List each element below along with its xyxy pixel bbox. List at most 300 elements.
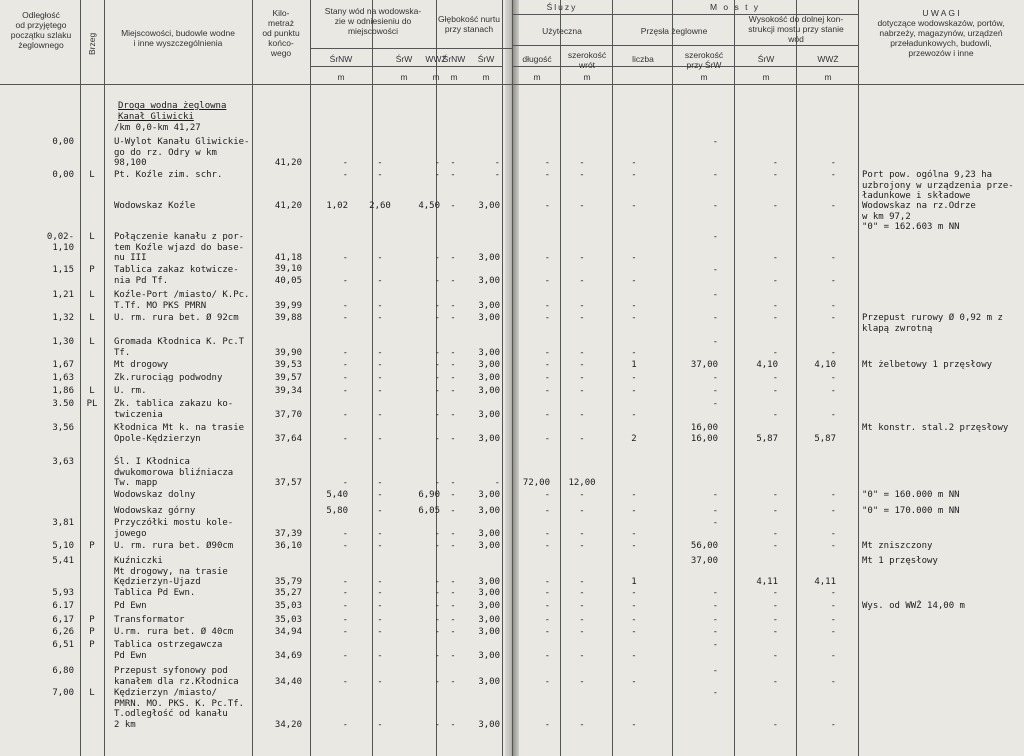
cell-wid: - bbox=[579, 676, 585, 687]
cell-srnw: - bbox=[342, 386, 348, 396]
cell-name: Gromada Kłodnica K. Pc.T Tf. bbox=[114, 337, 245, 358]
cell-km: 34,40 bbox=[274, 676, 302, 687]
cell-dist: 3.50 bbox=[52, 399, 74, 409]
cell-wid: - bbox=[579, 433, 585, 444]
header-sub-wwz: WWŻ bbox=[425, 54, 447, 64]
cell-srnw: - bbox=[342, 158, 348, 168]
cell-wwz: - bbox=[434, 601, 440, 611]
header-col-km: Kilo- metraż od punktu końco- wego bbox=[262, 8, 300, 58]
cell-sw: - bbox=[712, 337, 718, 347]
header-col-bank: Brzeg bbox=[87, 32, 97, 55]
cell-dsrnw: - bbox=[450, 490, 456, 500]
cell-sw: - bbox=[712, 265, 718, 275]
cell-dsrnw: - bbox=[450, 601, 456, 611]
cell-srnw: - bbox=[342, 588, 348, 598]
cell-rem: Wodowskaz na rz.Odrze w km 97,2 "0" = 162.603 m NN bbox=[862, 201, 976, 232]
cell-cnt: 1 bbox=[631, 360, 637, 370]
cell-cnt: - bbox=[631, 170, 637, 180]
cell-wid: - bbox=[579, 615, 585, 625]
cell-hsrw: - bbox=[772, 627, 778, 637]
cell-name: U. rm. rura bet. Ø90cm bbox=[114, 541, 234, 551]
cell-km: 34,20 bbox=[274, 719, 302, 730]
header-sub-h-srw: ŚrW bbox=[757, 54, 775, 64]
cell-km: 37,70 bbox=[274, 409, 302, 420]
cell-dsrnw: - bbox=[450, 275, 456, 286]
cell-km: 35,79 bbox=[274, 577, 302, 587]
cell-srnw: - bbox=[342, 650, 348, 661]
cell-wwz: - bbox=[434, 627, 440, 637]
cell-wwz: - bbox=[434, 588, 440, 598]
cell-len: - bbox=[544, 313, 550, 323]
cell-srw: - bbox=[377, 490, 383, 500]
cell-hwwz: - bbox=[830, 528, 836, 539]
cell-dsrnw: - bbox=[450, 676, 456, 687]
cell-cnt: - bbox=[631, 373, 637, 383]
cell-km: 34,69 bbox=[274, 650, 302, 661]
cell-name: Tablica Pd Ewn. bbox=[114, 588, 196, 598]
cell-srnw: 5,40 bbox=[326, 490, 348, 500]
cell-name: Pd Ewn bbox=[114, 601, 147, 611]
cell-name: Śl. I Kłodnica dwukomorowa bliźniacza Tw. mapp bbox=[114, 457, 234, 488]
header-grp-depth: Głębokość nurtu przy stanach bbox=[438, 14, 500, 34]
cell-rem: Mt 1 przęsłowy bbox=[862, 556, 938, 566]
column-rule bbox=[512, 0, 513, 756]
cell-hsrw: 5,87 bbox=[756, 433, 778, 444]
cell-wwz: - bbox=[434, 541, 440, 551]
column-rule bbox=[80, 0, 81, 756]
cell-bank: PL bbox=[86, 399, 98, 409]
cell-dsrnw: - bbox=[450, 347, 456, 358]
cell-wwz: - bbox=[434, 478, 440, 488]
cell-dsrnw: - bbox=[450, 577, 456, 587]
cell-hwwz: - bbox=[830, 386, 836, 396]
cell-name: Przepust syfonowy pod kanałem dla rz.Kłodnica bbox=[114, 666, 239, 687]
cell-rem: Mt żelbetowy 1 przęsłowy bbox=[862, 360, 993, 370]
cell-hsrw: - bbox=[772, 409, 778, 420]
header-sub-d-srw: ŚrW bbox=[477, 54, 495, 64]
cell-len: 72,00 bbox=[522, 478, 550, 488]
cell-srnw: - bbox=[342, 615, 348, 625]
cell-cnt: - bbox=[631, 313, 637, 323]
cell-wid: - bbox=[579, 409, 585, 420]
cell-wwz: - bbox=[434, 275, 440, 286]
cell-cnt: - bbox=[631, 158, 637, 168]
cell-hsrw: - bbox=[772, 650, 778, 661]
cell-dist: 6,80 bbox=[52, 666, 74, 676]
cell-hsrw: - bbox=[772, 601, 778, 611]
cell-srnw: - bbox=[342, 577, 348, 587]
cell-dist: 6,17 bbox=[52, 615, 74, 625]
cell-wid: - bbox=[579, 541, 585, 551]
cell-dsrw: 3,00 bbox=[478, 528, 500, 539]
cell-wwz: - bbox=[434, 360, 440, 370]
header-col-distance: Odległość od przyjętego początku szlaku żeglownego bbox=[10, 10, 72, 50]
cell-hsrw: - bbox=[772, 170, 778, 180]
cell-srw: - bbox=[377, 158, 383, 168]
cell-srnw: - bbox=[342, 528, 348, 539]
cell-wid: - bbox=[579, 601, 585, 611]
cell-hwwz: 5,87 bbox=[814, 433, 836, 444]
row-rule bbox=[310, 48, 512, 49]
cell-name: Wodowskaz górny bbox=[114, 506, 196, 516]
cell-wid: - bbox=[579, 577, 585, 587]
cell-len: - bbox=[544, 409, 550, 420]
cell-km: 41,20 bbox=[274, 158, 302, 168]
cell-dsrw: 3,00 bbox=[478, 433, 500, 444]
cell-sw: - bbox=[712, 137, 718, 147]
unit-label: m bbox=[533, 72, 541, 82]
cell-srw: - bbox=[377, 528, 383, 539]
cell-name: Tablica zakaz kotwicze- nia Pd Tf. bbox=[114, 265, 239, 286]
cell-dsrw: 3,00 bbox=[478, 409, 500, 420]
cell-srw: - bbox=[377, 300, 383, 311]
cell-dsrnw: - bbox=[450, 588, 456, 598]
cell-sw: 37,00 bbox=[690, 556, 718, 566]
cell-name: Pt. Koźle zim. schr. bbox=[114, 170, 223, 180]
cell-wwz: - bbox=[434, 253, 440, 263]
cell-cnt: - bbox=[631, 588, 637, 598]
cell-hwwz: - bbox=[830, 541, 836, 551]
cell-len: - bbox=[544, 541, 550, 551]
cell-len: - bbox=[544, 373, 550, 383]
cell-km: 35,03 bbox=[274, 615, 302, 625]
cell-len: - bbox=[544, 627, 550, 637]
cell-wwz: - bbox=[434, 373, 440, 383]
cell-wwz: - bbox=[434, 170, 440, 180]
cell-srnw: 1,02 bbox=[326, 201, 348, 211]
header-sub-width: szerokość wrót bbox=[567, 50, 607, 70]
cell-wwz: - bbox=[434, 615, 440, 625]
cell-srnw: - bbox=[342, 719, 348, 730]
cell-len: - bbox=[544, 300, 550, 311]
cell-srnw: - bbox=[342, 409, 348, 420]
cell-dist: 0,02- 1,10 bbox=[46, 232, 74, 253]
cell-dsrnw: - bbox=[450, 528, 456, 539]
cell-hsrw: - bbox=[772, 373, 778, 383]
cell-dsrnw: - bbox=[450, 300, 456, 311]
cell-hsrw: - bbox=[772, 490, 778, 500]
cell-dist: 6,51 bbox=[52, 640, 74, 650]
cell-hsrw: 4,10 bbox=[756, 360, 778, 370]
cell-len: - bbox=[544, 650, 550, 661]
cell-srnw: - bbox=[342, 601, 348, 611]
cell-km: 41,20 bbox=[274, 201, 302, 211]
unit-label: m bbox=[450, 72, 458, 82]
cell-srw: - bbox=[377, 615, 383, 625]
cell-dsrnw: - bbox=[450, 719, 456, 730]
section-title: Droga wodna żeglowna bbox=[118, 101, 227, 111]
cell-hwwz: - bbox=[830, 373, 836, 383]
column-rule bbox=[560, 0, 561, 756]
cell-dist: 7,00 bbox=[52, 688, 74, 698]
cell-wwz: - bbox=[434, 719, 440, 730]
cell-name: Zk. tablica zakazu ko- twiczenia bbox=[114, 399, 234, 420]
row-rule bbox=[612, 45, 858, 46]
cell-dsrnw: - bbox=[450, 170, 456, 180]
cell-hwwz: - bbox=[830, 201, 836, 211]
cell-bank: L bbox=[89, 337, 95, 347]
cell-hsrw: - bbox=[772, 253, 778, 263]
cell-wid: - bbox=[579, 170, 585, 180]
cell-srw: - bbox=[377, 313, 383, 323]
cell-dsrnw: - bbox=[450, 433, 456, 444]
cell-wwz: - bbox=[434, 386, 440, 396]
cell-cnt: - bbox=[631, 275, 637, 286]
column-rule bbox=[502, 0, 503, 756]
cell-hwwz: - bbox=[830, 158, 836, 168]
cell-dsrw: 3,00 bbox=[478, 506, 500, 516]
cell-len: - bbox=[544, 275, 550, 286]
cell-wid: - bbox=[579, 373, 585, 383]
row-rule bbox=[0, 84, 1024, 85]
cell-wwz: 6,90 bbox=[418, 490, 440, 500]
cell-km: 37,39 bbox=[274, 528, 302, 539]
cell-hwwz: 4,10 bbox=[814, 360, 836, 370]
cell-dist: 0,00 bbox=[52, 170, 74, 180]
cell-name: Koźle-Port /miasto/ K.Pc. T.Tf. MO PKS PMRN bbox=[114, 290, 250, 311]
cell-hsrw: - bbox=[772, 676, 778, 687]
cell-km: 36,10 bbox=[274, 541, 302, 551]
cell-srnw: - bbox=[342, 676, 348, 687]
cell-sw: - bbox=[712, 615, 718, 625]
header-sub-d-srnw: ŚrNW bbox=[442, 54, 466, 64]
cell-cnt: - bbox=[631, 506, 637, 516]
cell-sw: - bbox=[712, 170, 718, 180]
cell-km: 37,57 bbox=[274, 478, 302, 488]
cell-rem: Mt zniszczony bbox=[862, 541, 933, 551]
cell-srw: - bbox=[377, 253, 383, 263]
unit-label: m bbox=[583, 72, 591, 82]
cell-dsrnw: - bbox=[450, 506, 456, 516]
cell-dist: 3,81 bbox=[52, 518, 74, 528]
cell-wwz: 6,05 bbox=[418, 506, 440, 516]
cell-wid: - bbox=[579, 588, 585, 598]
cell-name: U-Wylot Kanału Gliwickie- go do rz. Odry w km 98,100 bbox=[114, 137, 250, 168]
cell-bank: L bbox=[89, 313, 95, 323]
cell-dsrnw: - bbox=[450, 386, 456, 396]
cell-hwwz: - bbox=[830, 490, 836, 500]
header-grp-water: Stany wód na wodowska- zie w odniesieniu do miejscowości bbox=[324, 6, 422, 36]
row-rule bbox=[512, 45, 612, 46]
cell-dsrnw: - bbox=[450, 313, 456, 323]
cell-sw: - bbox=[712, 232, 718, 242]
header-grp-span: Przęsła żeglowne bbox=[640, 26, 708, 36]
cell-srw: - bbox=[377, 676, 383, 687]
column-rule bbox=[104, 0, 105, 756]
cell-srw: - bbox=[377, 170, 383, 180]
cell-sw: - bbox=[712, 506, 718, 516]
cell-hwwz: - bbox=[830, 313, 836, 323]
header-sub-length: długość bbox=[522, 54, 552, 64]
cell-hsrw: - bbox=[772, 541, 778, 551]
cell-wwz: - bbox=[434, 158, 440, 168]
cell-dist: 0,00 bbox=[52, 137, 74, 147]
cell-wid: - bbox=[579, 650, 585, 661]
cell-dsrw: 3,00 bbox=[478, 577, 500, 587]
cell-dist: 1,86 bbox=[52, 386, 74, 396]
cell-wid: - bbox=[579, 719, 585, 730]
cell-hwwz: - bbox=[830, 253, 836, 263]
cell-cnt: - bbox=[631, 386, 637, 396]
cell-sw: 56,00 bbox=[690, 541, 718, 551]
cell-dsrw: 3,00 bbox=[478, 360, 500, 370]
cell-wid: - bbox=[579, 253, 585, 263]
cell-srnw: - bbox=[342, 170, 348, 180]
header-sub-count: liczba bbox=[632, 54, 654, 64]
cell-km: 39,57 bbox=[274, 373, 302, 383]
cell-hwwz: - bbox=[830, 627, 836, 637]
cell-bank: L bbox=[89, 170, 95, 180]
cell-dsrnw: - bbox=[450, 253, 456, 263]
cell-dsrnw: - bbox=[450, 201, 456, 211]
cell-srw: - bbox=[377, 650, 383, 661]
cell-hsrw: - bbox=[772, 313, 778, 323]
cell-cnt: - bbox=[631, 253, 637, 263]
cell-sw: 37,00 bbox=[690, 360, 718, 370]
cell-km: 41,18 39,10 bbox=[274, 253, 302, 274]
cell-srw: - bbox=[377, 506, 383, 516]
cell-srw: - bbox=[377, 719, 383, 730]
cell-name: U. rm. rura bet. Ø 92cm bbox=[114, 313, 239, 323]
cell-cnt: - bbox=[631, 347, 637, 358]
cell-hsrw: - bbox=[772, 615, 778, 625]
cell-sw: - bbox=[712, 201, 718, 211]
cell-dsrw: 3,00 bbox=[478, 601, 500, 611]
cell-dsrnw: - bbox=[450, 627, 456, 637]
cell-hwwz: - bbox=[830, 170, 836, 180]
cell-km: 39,53 bbox=[274, 360, 302, 370]
header-grp-remarks: U W A G I dotyczące wodowskazów, portów, nabrzeży, magazynów, urządzeń przeładunkowych, budowli, przewozów i inne bbox=[877, 8, 1005, 58]
unit-label: m bbox=[824, 72, 832, 82]
cell-srnw: - bbox=[342, 300, 348, 311]
cell-len: - bbox=[544, 360, 550, 370]
cell-srnw: - bbox=[342, 433, 348, 444]
column-rule bbox=[734, 0, 735, 756]
cell-rem: "0" = 160.000 m NN bbox=[862, 490, 960, 500]
column-rule bbox=[310, 0, 311, 756]
cell-wid: - bbox=[579, 360, 585, 370]
cell-name: Kędzierzyn /miasto/ PMRN. MO. PKS. K. Pc.Tf. T.odległość od kanału 2 km bbox=[114, 688, 245, 730]
cell-dsrnw: - bbox=[450, 615, 456, 625]
cell-hwwz: - bbox=[830, 676, 836, 687]
cell-len: - bbox=[544, 676, 550, 687]
cell-srw: - bbox=[377, 433, 383, 444]
cell-dsrw: 3,00 bbox=[478, 490, 500, 500]
cell-sw: - bbox=[712, 518, 718, 528]
cell-dsrw: 3,00 bbox=[478, 300, 500, 311]
cell-len: - bbox=[544, 577, 550, 587]
unit-label: m bbox=[700, 72, 708, 82]
cell-sw: - bbox=[712, 627, 718, 637]
cell-sw: - bbox=[712, 490, 718, 500]
column-rule bbox=[796, 0, 797, 756]
cell-name: Mt drogowy bbox=[114, 360, 169, 370]
cell-dist: 1,63 bbox=[52, 373, 74, 383]
cell-hsrw: - bbox=[772, 300, 778, 311]
cell-rem: Przepust rurowy Ø 0,92 m z klapą zwrotną bbox=[862, 313, 1003, 334]
cell-len: - bbox=[544, 347, 550, 358]
cell-name: Kłodnica Mt k. na trasie Opole-Kędzierzyn bbox=[114, 423, 245, 444]
cell-dsrw: 3,00 bbox=[478, 676, 500, 687]
cell-sw: - bbox=[712, 313, 718, 323]
cell-srnw: - bbox=[342, 627, 348, 637]
cell-hwwz: - bbox=[830, 347, 836, 358]
cell-dsrw: 3,00 bbox=[478, 253, 500, 263]
cell-cnt: 1 bbox=[631, 577, 637, 587]
cell-dsrw: 3,00 bbox=[478, 588, 500, 598]
cell-km: 34,94 bbox=[274, 627, 302, 637]
cell-len: - bbox=[544, 158, 550, 168]
cell-srw: - bbox=[377, 627, 383, 637]
cell-len: - bbox=[544, 433, 550, 444]
cell-cnt: - bbox=[631, 201, 637, 211]
cell-dist: 1,30 bbox=[52, 337, 74, 347]
cell-cnt: - bbox=[631, 676, 637, 687]
cell-hwwz: - bbox=[830, 300, 836, 311]
cell-dsrnw: - bbox=[450, 158, 456, 168]
cell-dsrw: 3,00 bbox=[478, 615, 500, 625]
cell-srw: - bbox=[377, 409, 383, 420]
header-grp-useful: Użyteczna bbox=[542, 26, 582, 36]
cell-dsrw: 3,00 bbox=[478, 541, 500, 551]
header-grp-locks: Śluzy bbox=[546, 2, 578, 12]
cell-sw: - bbox=[712, 688, 718, 698]
cell-srnw: - bbox=[342, 275, 348, 286]
cell-rem: Mt konstr. stal.2 przęsłowy bbox=[862, 423, 1009, 433]
cell-bank: P bbox=[89, 265, 95, 275]
cell-bank: L bbox=[89, 232, 95, 242]
cell-sw: - bbox=[712, 399, 718, 409]
cell-wid: - bbox=[579, 386, 585, 396]
cell-len: - bbox=[544, 719, 550, 730]
cell-dsrnw: - bbox=[450, 360, 456, 370]
cell-wwz: 4,50 bbox=[418, 201, 440, 211]
cell-sw: 16,00 16,00 bbox=[690, 423, 718, 444]
cell-hsrw: - bbox=[772, 528, 778, 539]
cell-bank: L bbox=[89, 290, 95, 300]
cell-dist: 1,67 bbox=[52, 360, 74, 370]
cell-dist: 6,26 bbox=[52, 627, 74, 637]
cell-hwwz: - bbox=[830, 588, 836, 598]
cell-km: 39,99 bbox=[274, 300, 302, 311]
cell-len: - bbox=[544, 253, 550, 263]
column-rule bbox=[672, 0, 673, 756]
cell-wid: - bbox=[579, 506, 585, 516]
cell-dsrw: 3,00 bbox=[478, 201, 500, 211]
cell-srw: - bbox=[377, 577, 383, 587]
cell-wid: - bbox=[579, 201, 585, 211]
cell-name: Transformator bbox=[114, 615, 185, 625]
cell-sw: - bbox=[712, 373, 718, 383]
cell-srw: - bbox=[377, 601, 383, 611]
cell-wwz: - bbox=[434, 528, 440, 539]
cell-srw: - bbox=[377, 275, 383, 286]
cell-dsrw: 3,00 bbox=[478, 627, 500, 637]
cell-sw: - bbox=[712, 666, 718, 676]
cell-wid: - bbox=[579, 627, 585, 637]
cell-sw: - bbox=[712, 640, 718, 650]
unit-label: m bbox=[762, 72, 770, 82]
cell-sw: - bbox=[712, 290, 718, 300]
section-subtitle: Kanał Gliwicki bbox=[118, 112, 194, 122]
cell-dsrw: 3,00 bbox=[478, 313, 500, 323]
cell-dsrnw: - bbox=[450, 478, 456, 488]
cell-len: - bbox=[544, 601, 550, 611]
cell-srw: - bbox=[377, 373, 383, 383]
cell-dist: 3,56 bbox=[52, 423, 74, 433]
cell-srw: - bbox=[377, 360, 383, 370]
cell-wid: - bbox=[579, 275, 585, 286]
